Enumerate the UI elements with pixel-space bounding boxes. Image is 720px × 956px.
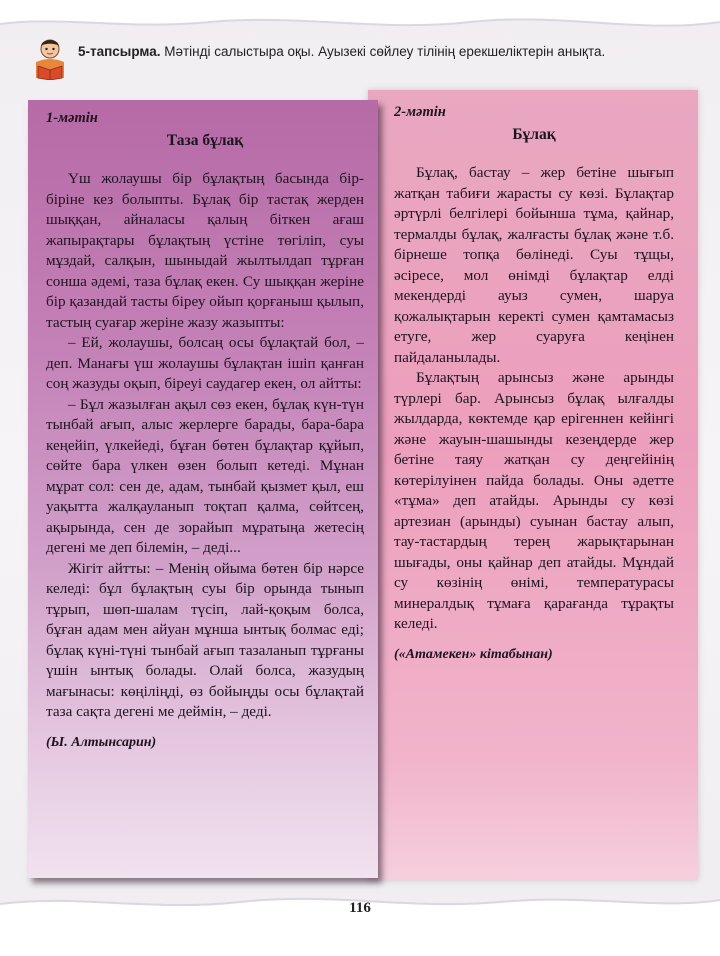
- text1-column: [46, 108, 364, 753]
- text1-paragraph: – Ей, жолаушы, болсаң осы бұлақтай бол, – деп. Манағы үш жолаушы бұлақтан ішіп қанған соң жазуды оқып, біреуі саудагер екен, ол айтты:: [46, 334, 364, 392]
- top-wave-decoration: [0, 0, 720, 40]
- text2-label: 2-мәтін: [394, 104, 446, 120]
- text1-paragraph: Жігіт айтты: – Менің ойыма бөтен бір нәрсе келеді: бұл бұлақтың суы бір орында тынып тұрып, шөп-шалам түсіп, лай-қоқым болса, бұған адам мен айуан мұнша ынтық болмас еді; бұлақ күні-түні тынбай ағып тазаланып тұрғаны үшін ынтық болады. Олай болса, жазудың мағынасы: көңіліңді, өз бойыңды осы бұлақтай таза сақта дегені ме деймін, – деді.: [46, 559, 364, 720]
- text2-paragraph: Бұлақтың арынсыз және арынды түрлері бар. Арынсыз бұлақ ылғалды жылдарда, көктемде қар ерігеннен кейінгі және жауын-шашынды кезеңдерде жер бетіне таяу жатқан су деңгейінің көтерілуінен пайда болады. Оны әдетте «тұма» деп атайды. Арынды су көзі артезиан (арынды) суынан бастау алып, тау-тастардың терең жарықтарынан шығады, оны қайнар деп атайды. Мұндай су көзінің өнімі, температурасы минералдық тұмаға қарағанда тұрақты келеді.: [394, 369, 674, 632]
- text2-paragraph: Бұлақ, бастау – жер бетіне шығып жатқан табиғи жарасты су көзі. Бұлақтар әртүрлі белгілері бойынша тұма, қайнар, термалды бұлақ, жалғасты бұлақ және т.б. бірнеше топқа бөлінеді. Суы тұщы, әсіресе, мол өнімді бұлақтар елді мекендерді ауыз сумен, шаруа қожалықтарын керекті сумен қамтамасыз етуге, жер суаруға кеңінен пайдаланылады.: [394, 164, 674, 366]
- task-instruction-text: Мәтінді салыстыра оқы. Ауызекі сөйлеу тілінің ерекшеліктерін анықта.: [164, 44, 606, 59]
- text2-title: Бұлақ: [512, 125, 556, 143]
- text1-title: Таза бұлақ: [166, 131, 244, 149]
- task-number: 5-тапсырма.: [78, 44, 161, 59]
- text2-source: («Атамекен» кітабынан): [394, 646, 553, 662]
- task-instruction: [78, 42, 710, 61]
- reading-child-icon: [30, 36, 70, 80]
- text1-paragraph: – Бұл жазылған ақыл сөз екен, бұлақ күн-түн тынбай ағып, алыс жерлерге барады, бара-бара кеңейіп, үлкейеді, бұған бөтен бұлақтар құйып, сөйте бара үлкен өзен болып кетеді. Мұнан мұрат сол: сен де, адам, тынбай қызмет қыл, еш уақытта жалқауланып тоқтап қалма, сөйтсең, ақырында, сен де зорайып мұратыңа жетесің дегені ме деп білемін, – деді...: [46, 395, 364, 556]
- text2-column: [394, 102, 674, 665]
- text1-label: 1-мәтін: [46, 110, 98, 126]
- text1-source: (Ы. Алтынсарин): [46, 734, 157, 750]
- page-number: 116: [349, 900, 371, 916]
- text1-paragraph: Үш жолаушы бір бұлақтың басында бір-біріне кез болыпты. Бұлақ бір тастақ жерден шыққан, айналасы қалың біткен ағаш жапырақтары бұлақтың үстіне төгіліп, суы мұздай, салқын, шыныдай жылтылдап тұрған сонша әдемі, таза бұлақ екен. Су шыққан жеріне бір қазандай тасты біреу ойып қорғаныш қылып, тастың суағар жеріне жазу жазыпты:: [46, 170, 364, 331]
- task-header: [30, 36, 710, 84]
